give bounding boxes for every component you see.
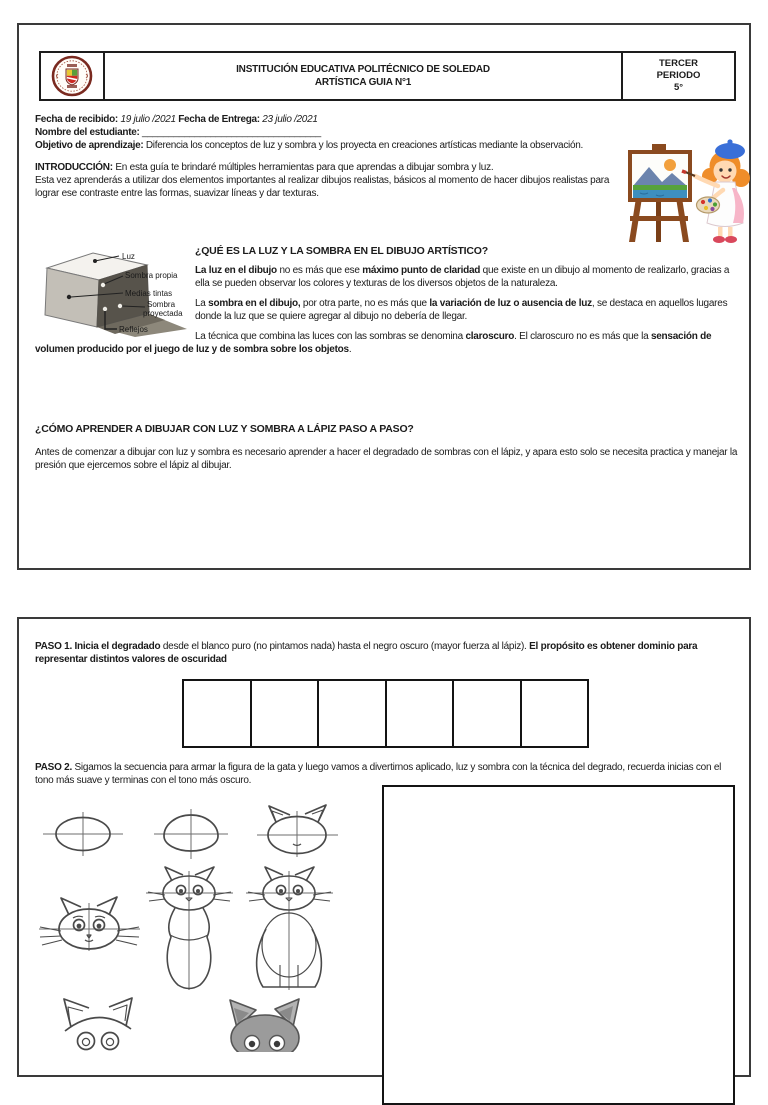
- cube-label-reflejos: Reflejos: [119, 325, 148, 334]
- cat-step-5-sketch: [142, 865, 237, 993]
- cube-label-sombra-propia: Sombra propia: [125, 271, 178, 280]
- cube-label-medias-tintas: Medias tintas: [125, 289, 173, 298]
- cube-shading-figure: [35, 245, 195, 340]
- cat-step-3-sketch: [255, 803, 340, 861]
- cube-shading-diagram: [35, 245, 195, 337]
- gradient-practice-box: [385, 681, 453, 746]
- cat-step-7-sketch: [57, 993, 139, 1053]
- shadow-paragraph: La sombra en el dibujo, por otra parte, no es más que la variación de luz o ausencia de luz, se destaca en aquellos lugares donde la luz que se quiere agregar al dibujo no debería de llegar.: [195, 298, 728, 322]
- gradient-practice-box: [184, 681, 250, 746]
- cat-step-8-gray-sketch: [224, 996, 306, 1052]
- cat-step-1-sketch: [42, 808, 124, 858]
- cube-label-sombra-proyectada-2: proyectada: [143, 309, 183, 318]
- period-line-1: TERCER: [658, 58, 699, 69]
- objective-line: Objetivo de aprendizaje: Diferencia los conceptos de luz y sombra y los proyecta en creaciones artísticas mediante la observación.: [35, 140, 583, 151]
- how-to-draw-heading: ¿CÓMO APRENDER A DIBUJAR CON LUZ Y SOMBRA A LÁPIZ PASO A PASO?: [35, 423, 414, 435]
- how-to-draw-section: [35, 423, 745, 472]
- header-title-cell: [105, 53, 621, 99]
- period-line-2: PERIODO: [656, 70, 701, 81]
- cat-step-2-sketch: [152, 806, 230, 862]
- worksheet-page-1: [17, 23, 751, 570]
- paso-1-instructions: PASO 1. Inicia el degradado desde el blanco puro (no pintamos nada) hasta el negro oscuro (mayor fuerza al lápiz). El propósito es obtener dominio para representar distintos valores de oscuridad: [35, 641, 698, 665]
- gradient-practice-box: [250, 681, 318, 746]
- gradient-practice-box: [452, 681, 520, 746]
- painter-girl-illustration: [622, 130, 768, 244]
- introduction-rest: Esta vez aprenderás a utilizar dos elementos importantes al realizar dibujos realistas, básicos al momento de hacer dibujos realistas para lograr ese contraste entre las formas, suavizar líneas y dar texturas.: [35, 175, 610, 199]
- cube-label-sombra-proyectada-1: Sombra: [147, 300, 176, 309]
- cat-step-4-sketch: [37, 893, 142, 959]
- period-line-3: 5°: [673, 82, 684, 93]
- school-logo-cell: [41, 53, 105, 99]
- guide-title: ARTÍSTICA GUIA N°1: [314, 77, 412, 88]
- introduction-line-1: INTRODUCCIÓN: En esta guía te brindaré múltiples herramientas para que aprendas a dibujar sombra y luz.: [35, 162, 494, 173]
- gradient-practice-box: [520, 681, 588, 746]
- cube-label-luz: Luz: [122, 252, 135, 261]
- introduction-block: [35, 161, 631, 200]
- period-cell: [621, 53, 734, 99]
- light-shadow-section: [35, 245, 743, 363]
- light-shadow-heading: ¿QUÉ ES LA LUZ Y LA SOMBRA EN EL DIBUJO ARTÍSTICO?: [195, 245, 488, 257]
- info-block: [35, 113, 635, 152]
- cat-step-6-sketch: [242, 865, 337, 993]
- paso-2-instructions: PASO 2. Sigamos la secuencia para armar la figura de la gata y luego vamos a divertirnos aplicado, luz y sombra con la técnica del degrado, recuerda inicias con el tono más suave y terminas con el tono más oscuro.: [35, 762, 722, 786]
- gradient-practice-box: [317, 681, 385, 746]
- school-seal-logo: [51, 55, 93, 97]
- header-table: [39, 51, 736, 101]
- worksheet-page-2: [17, 617, 751, 1077]
- gradient-practice-row: [182, 679, 589, 748]
- chiaroscuro-paragraph: La técnica que combina las luces con las sombras se denomina claroscuro. El claroscuro no es más que la sensación de volumen producido por el juego de luz y de sombra sobre los objetos.: [35, 331, 712, 355]
- school-name: INSTITUCIÓN EDUCATIVA POLITÉCNICO DE SOLEDAD: [236, 64, 490, 75]
- drawing-practice-area: [382, 785, 735, 1105]
- student-name-line: Nombre del estudiante: __________________________________: [35, 127, 321, 138]
- dates-line: Fecha de recibido: 19 julio /2021 Fecha de Entrega: 23 julio /2021: [35, 114, 318, 125]
- how-to-draw-paragraph: Antes de comenzar a dibujar con luz y sombra es necesario aprender a hacer el degradado de sombras con el lápiz, y apara esto solo se necesita practica y manejar la presión que ejercemos sobre el lápiz al dibujar.: [35, 447, 738, 471]
- light-paragraph: La luz en el dibujo no es más que ese máximo punto de claridad que existe en un dibujo al momento de realizarlo, gracias a ella se pueden observar los colores y texturas de los diversos objetos de la naturaleza.: [195, 265, 730, 289]
